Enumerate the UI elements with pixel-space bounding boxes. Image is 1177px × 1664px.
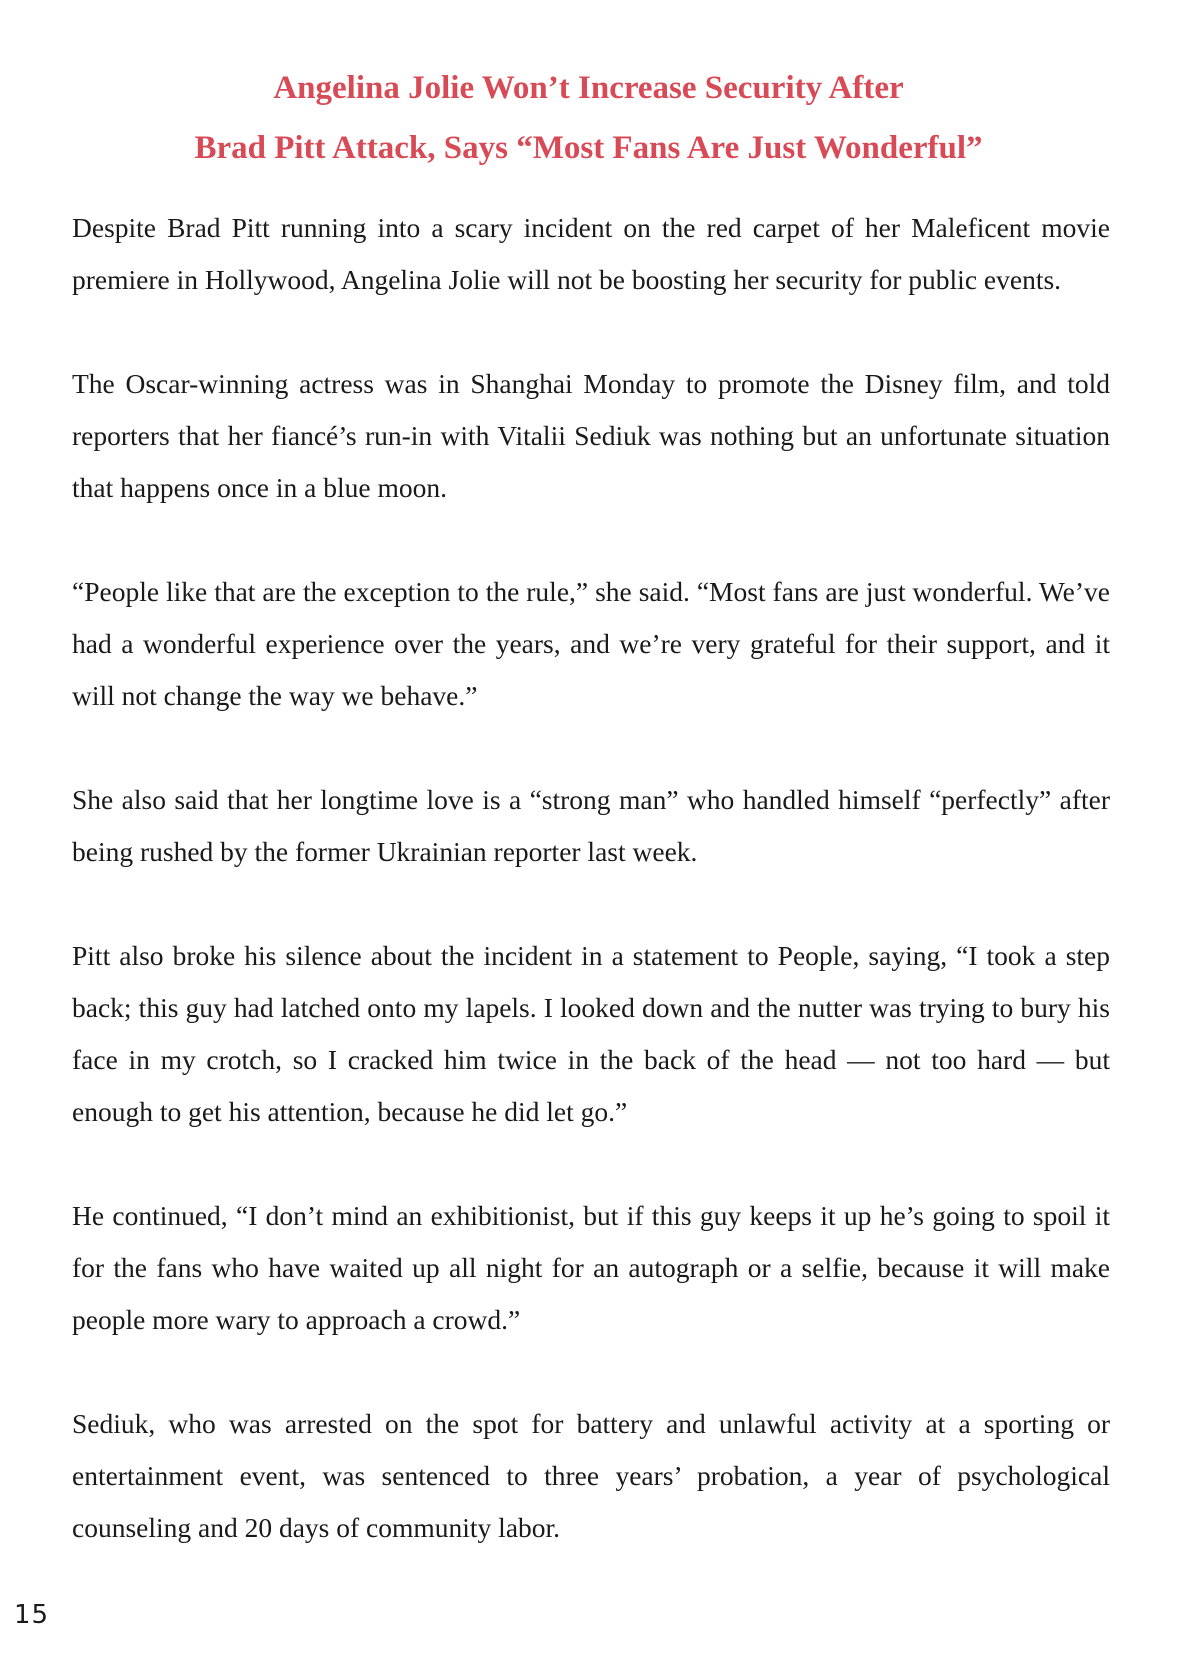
paragraph-1: Despite Brad Pitt running into a scary incident on the red carpet of her Maleficent movie premiere in Hollywood, Angelina Jolie will not be boosting her security for public events. (72, 212, 1110, 295)
article-body (72, 202, 1110, 1606)
paragraph-5: Pitt also broke his silence about the incident in a statement to People, saying, “I took a step back; this guy had latched onto my lapels. I looked down and the nutter was trying to bury his face in my crotch, so I cracked him twice in the back of the head — not too hard — but enough to get his attention, because he did let go.” (72, 940, 1110, 1127)
article-title (70, 58, 1107, 178)
article-title-line-1: Angelina Jolie Won’t Increase Security After (273, 70, 904, 106)
paragraph-7: Sediuk, who was arrested on the spot for battery and unlawful activity at a sporting or entertainment event, was sentenced to three years’ probation, a year of psychological counseling and 20 days of community labor. (72, 1408, 1110, 1543)
paragraph-6: He continued, “I don’t mind an exhibitionist, but if this guy keeps it up he’s going to spoil it for the fans who have waited up all night for an autograph or a selfie, because it will make people more wary to approach a crowd.” (72, 1200, 1110, 1335)
paragraph-2: The Oscar-winning actress was in Shanghai Monday to promote the Disney film, and told reporters that her fiancé’s run-in with Vitalii Sediuk was nothing but an unfortunate situation that happens once in a blue moon. (72, 368, 1110, 503)
page-number: 15 (14, 1600, 50, 1630)
paragraph-4: She also said that her longtime love is a “strong man” who handled himself “perfectly” after being rushed by the former Ukrainian reporter last week. (72, 784, 1110, 867)
article-title-line-2: Brad Pitt Attack, Says “Most Fans Are Just Wonderful” (194, 130, 983, 166)
paragraph-3: “People like that are the exception to the rule,” she said. “Most fans are just wonderful. We’ve had a wonderful experience over the years, and we’re very grateful for their support, and it will not change the way we behave.” (72, 576, 1110, 711)
